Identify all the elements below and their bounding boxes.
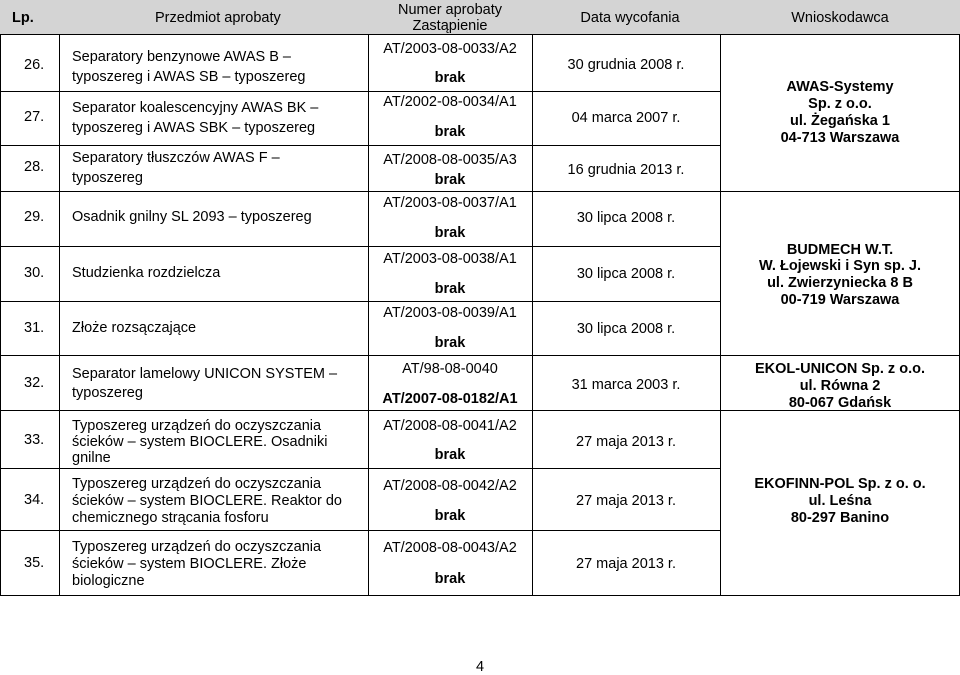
row-number: AT/2008-08-0043/A2 [383, 540, 517, 556]
rule [0, 355, 960, 356]
row-date: 04 marca 2007 r. [571, 110, 681, 126]
row-subject: typoszereg [72, 385, 143, 401]
rule [0, 301, 720, 302]
row-date: 27 maja 2013 r. [576, 556, 676, 572]
row-number: AT/2003-08-0037/A1 [383, 195, 517, 211]
row-subject: gnilne [72, 450, 111, 466]
applicant-line: EKOFINN-POL Sp. z o. o. [754, 476, 926, 492]
row-number: AT/98-08-0040 [402, 361, 498, 377]
row-subject: Separatory tłuszczów AWAS F – [72, 150, 280, 166]
row-replacement: AT/2007-08-0182/A1 [382, 391, 518, 407]
row-number: AT/2008-08-0042/A2 [383, 478, 517, 494]
applicant-line: W. Łojewski i Syn sp. J. [759, 258, 921, 274]
rule [0, 145, 720, 146]
header-withdraw-date: Data wycofania [580, 10, 680, 26]
header-replacement: Zastąpienie [412, 18, 488, 34]
row-lp: 27. [24, 109, 45, 125]
rule [0, 468, 720, 469]
row-date: 30 lipca 2008 r. [576, 210, 676, 226]
applicant-line: 80-067 Gdańsk [788, 395, 892, 411]
applicant-line: ul. Zwierzyniecka 8 B [767, 275, 913, 291]
row-lp: 28. [24, 159, 45, 175]
rule [0, 595, 960, 596]
row-lp: 26. [24, 57, 45, 73]
row-date: 16 grudnia 2013 r. [567, 162, 685, 178]
row-replacement: brak [434, 124, 466, 140]
applicant-line: AWAS-Systemy [786, 79, 894, 95]
applicant-line: ul. Równa 2 [799, 378, 881, 394]
rule [0, 91, 720, 92]
row-lp: 31. [24, 320, 45, 336]
row-date: 27 maja 2013 r. [576, 493, 676, 509]
row-number: AT/2003-08-0038/A1 [383, 251, 517, 267]
applicant-line: ul. Żegańska 1 [790, 113, 890, 129]
header-lp: Lp. [12, 10, 34, 26]
row-lp: 33. [24, 432, 45, 448]
row-replacement: brak [434, 508, 466, 524]
applicant-line: 00-719 Warszawa [780, 292, 900, 308]
row-number: AT/2008-08-0041/A2 [383, 418, 517, 434]
row-subject: chemicznego strącania fosforu [72, 510, 269, 526]
row-subject: Złoże rozsączające [72, 320, 197, 336]
header-subject: Przedmiot aprobaty [155, 10, 281, 26]
rule [0, 34, 1, 596]
row-lp: 32. [24, 375, 45, 391]
row-replacement: brak [434, 281, 466, 297]
row-replacement: brak [434, 225, 466, 241]
applicant-line: BUDMECH W.T. [786, 242, 894, 258]
row-subject: Separatory benzynowe AWAS B – [72, 49, 291, 65]
applicant-line: Sp. z o.o. [808, 96, 872, 112]
applicant-line: 04-713 Warszawa [780, 130, 900, 146]
row-date: 27 maja 2013 r. [576, 434, 676, 450]
row-number: AT/2003-08-0033/A2 [383, 41, 517, 57]
applicant-line: EKOL-UNICON Sp. z o.o. [755, 361, 925, 377]
row-subject: typoszereg i AWAS SBK – typoszereg [72, 120, 316, 136]
rule [59, 34, 60, 596]
row-lp: 35. [24, 555, 45, 571]
row-date: 30 lipca 2008 r. [576, 321, 676, 337]
rule [0, 191, 960, 192]
rule [0, 530, 720, 531]
row-replacement: brak [434, 571, 466, 587]
header-applicant: Wnioskodawca [791, 10, 889, 26]
row-lp: 30. [24, 265, 45, 281]
rule [0, 246, 720, 247]
applicant-line: 80-297 Banino [790, 510, 890, 526]
row-subject: Osadnik gnilny SL 2093 – typoszereg [72, 209, 312, 225]
row-subject: typoszereg [72, 170, 143, 186]
row-subject: Separator koalescencyjny AWAS BK – [72, 100, 319, 116]
row-subject: Typoszereg urządzeń do oczyszczania [72, 418, 322, 434]
page-number: 4 [475, 659, 485, 675]
row-replacement: brak [434, 172, 466, 188]
row-replacement: brak [434, 70, 466, 86]
row-lp: 34. [24, 492, 45, 508]
row-subject: ścieków – system BIOCLERE. Złoże [72, 556, 307, 572]
rule [0, 34, 960, 35]
row-date: 31 marca 2003 r. [571, 377, 681, 393]
row-subject: typoszereg i AWAS SB – typoszereg [72, 69, 306, 85]
row-subject: biologiczne [72, 573, 145, 589]
row-subject: ścieków – system BIOCLERE. Reaktor do [72, 493, 342, 509]
row-replacement: brak [434, 447, 466, 463]
row-date: 30 grudnia 2008 r. [567, 57, 685, 73]
row-replacement: brak [434, 335, 466, 351]
row-subject: ścieków – system BIOCLERE. Osadniki [72, 434, 328, 450]
row-subject: Separator lamelowy UNICON SYSTEM – [72, 366, 338, 382]
row-lp: 29. [24, 209, 45, 225]
row-subject: Typoszereg urządzeń do oczyszczania [72, 539, 322, 555]
row-subject: Studzienka rozdzielcza [72, 265, 221, 281]
row-number: AT/2002-08-0034/A1 [383, 94, 517, 110]
row-subject: Typoszereg urządzeń do oczyszczania [72, 476, 322, 492]
applicant-line: ul. Leśna [808, 493, 872, 509]
row-number: AT/2003-08-0039/A1 [383, 305, 517, 321]
header-number: Numer aprobaty [398, 2, 502, 18]
row-date: 30 lipca 2008 r. [576, 266, 676, 282]
row-number: AT/2008-08-0035/A3 [383, 152, 517, 168]
